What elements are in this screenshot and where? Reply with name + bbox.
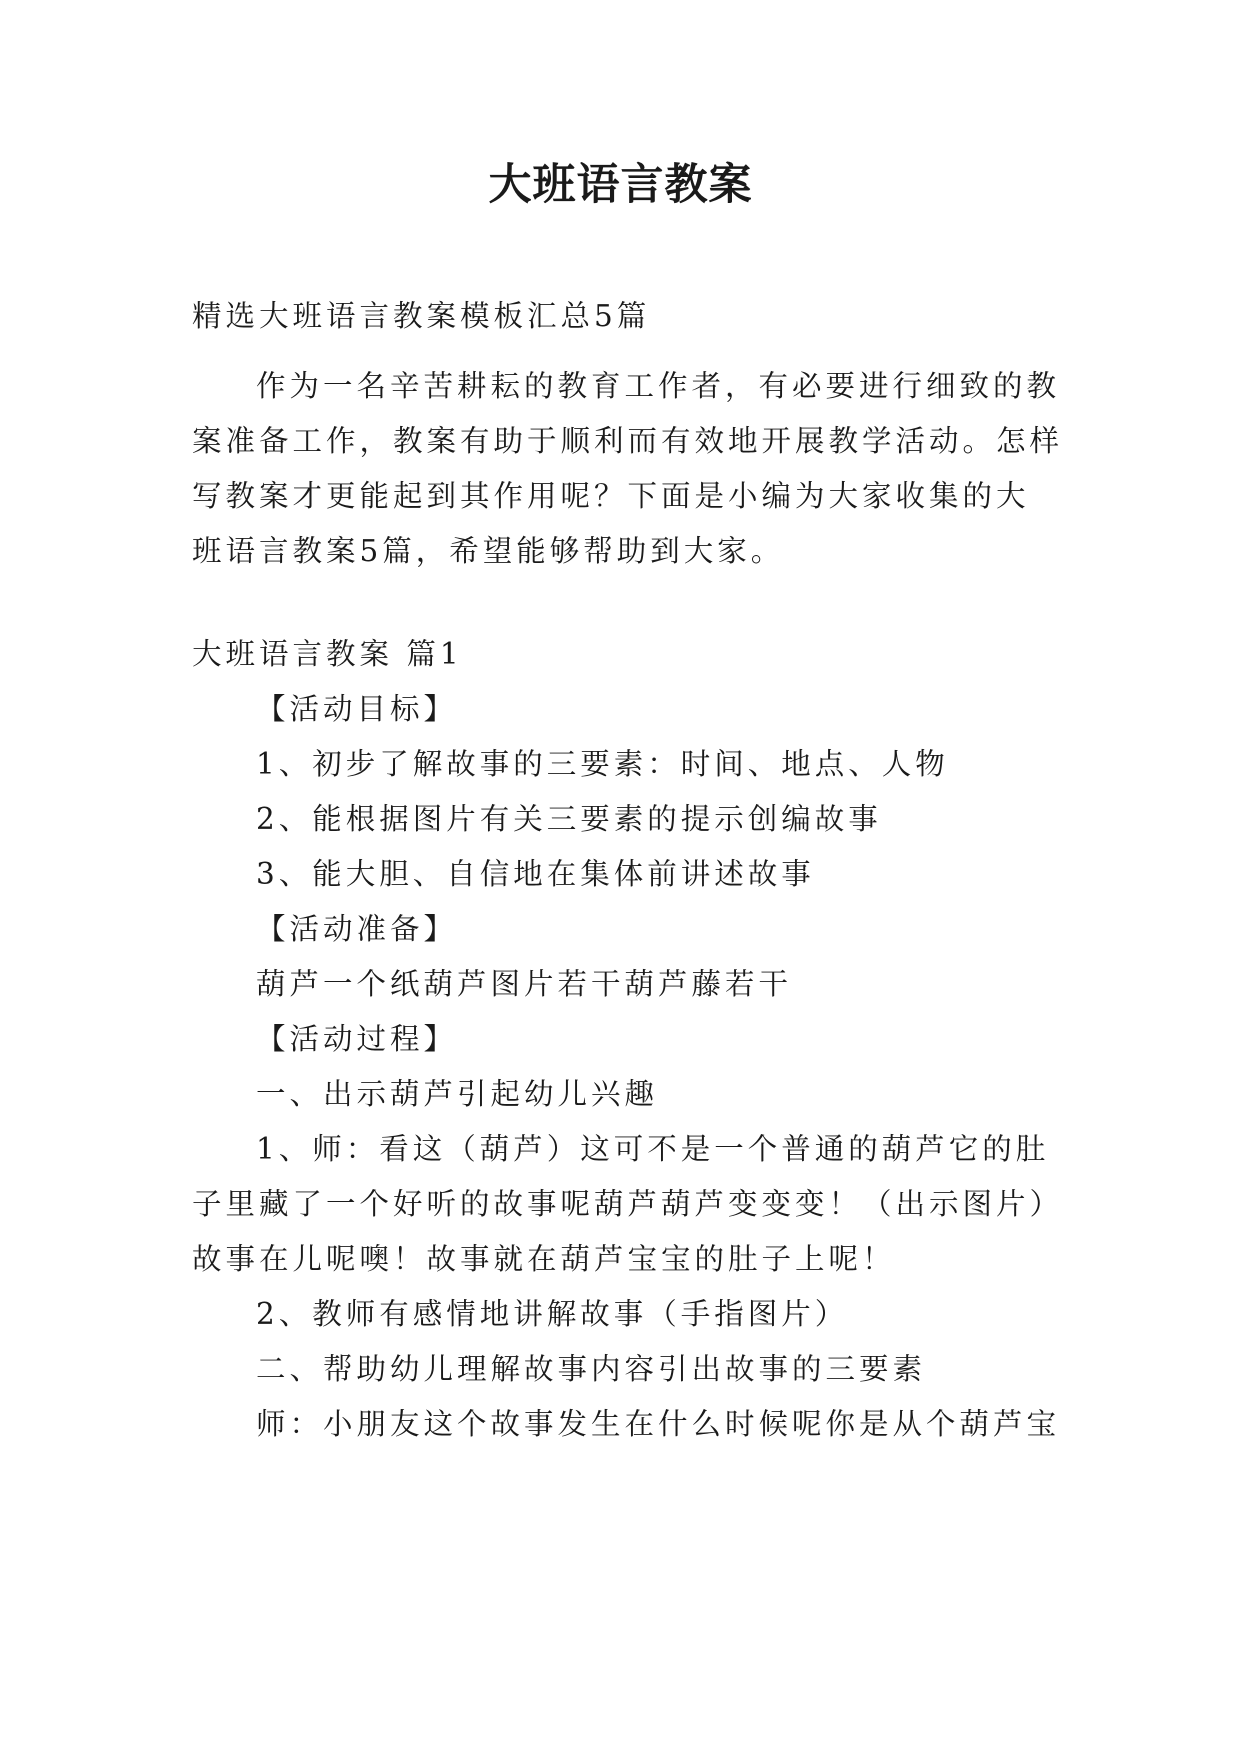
process-line: 一、出示葫芦引起幼儿兴趣 [256,1077,659,1111]
process-line: 2、教师有感情地讲解故事（手指图片） [256,1297,849,1331]
process-line: 子里藏了一个好听的故事呢葫芦葫芦变变变！（出示图片） [192,1187,1064,1221]
process-line: 二、帮助幼儿理解故事内容引出故事的三要素 [256,1352,927,1386]
intro-line: 班语言教案5篇，希望能够帮助到大家。 [192,534,785,568]
goal-item: 3、能大胆、自信地在集体前讲述故事 [256,857,815,891]
process-line: 1、师：看这（葫芦）这可不是一个普通的葫芦它的肚 [256,1132,1050,1166]
prep-heading: 【活动准备】 [256,912,458,946]
intro-line: 写教案才更能起到其作用呢？下面是小编为大家收集的大 [192,479,1030,513]
document-subtitle: 精选大班语言教案模板汇总5篇 [192,299,651,333]
intro-line: 案准备工作，教案有助于顺利而有效地开展教学活动。怎样 [192,424,1064,458]
process-line: 师：小朋友这个故事发生在什么时候呢你是从个葫芦宝 [256,1407,1061,1441]
goal-item: 2、能根据图片有关三要素的提示创编故事 [256,802,882,836]
section-heading: 大班语言教案 篇1 [192,637,463,671]
intro-line: 作为一名辛苦耕耘的教育工作者，有必要进行细致的教 [256,369,1061,403]
document-title: 大班语言教案 [488,160,753,210]
process-line: 故事在儿呢噢！故事就在葫芦宝宝的肚子上呢！ [192,1242,896,1276]
goal-item: 1、初步了解故事的三要素：时间、地点、人物 [256,747,949,781]
goals-heading: 【活动目标】 [256,692,458,726]
process-heading: 【活动过程】 [256,1022,458,1056]
prep-text: 葫芦一个纸葫芦图片若干葫芦藤若干 [256,967,793,1001]
